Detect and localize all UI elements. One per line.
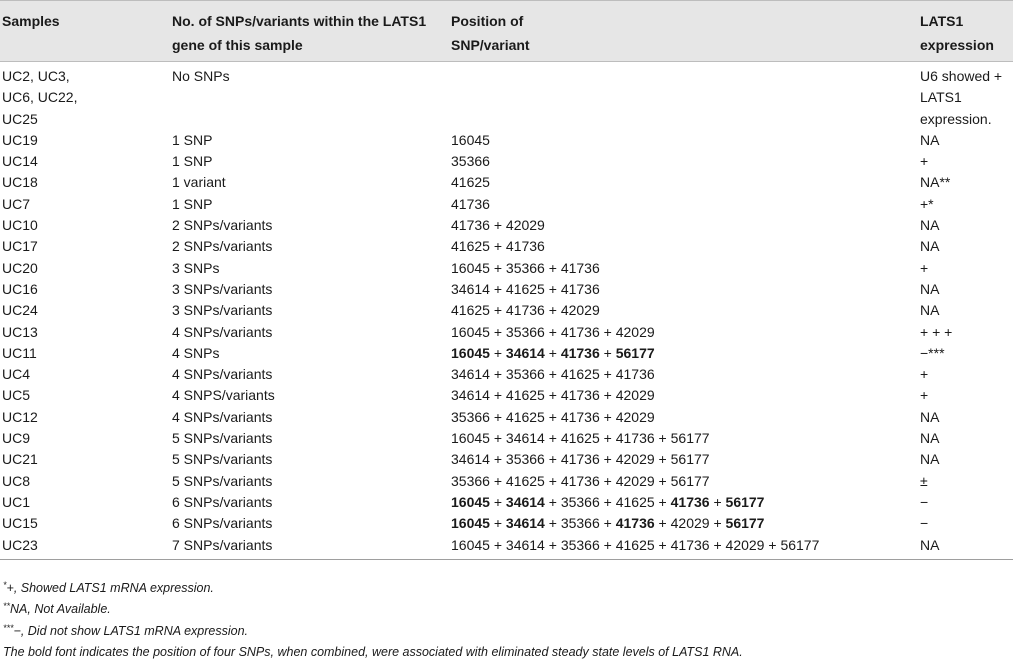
cell-samples: UC19 bbox=[2, 131, 38, 148]
cell-samples: UC10 bbox=[2, 217, 38, 234]
table-row bbox=[0, 428, 1013, 449]
position-value: 41736 bbox=[560, 408, 600, 425]
position-separator: + bbox=[544, 387, 561, 404]
footnote-mark: *** bbox=[3, 622, 14, 633]
position-value: 34614 bbox=[451, 451, 490, 468]
cell-expression: + + + bbox=[920, 323, 953, 340]
position-value: 56177 bbox=[670, 451, 710, 468]
cell-snp-count: 1 SNP bbox=[172, 153, 213, 170]
cell-expression: + bbox=[920, 259, 929, 276]
position-separator: + bbox=[489, 238, 506, 255]
cell-snp-count: 6 SNPs/variants bbox=[172, 515, 273, 532]
cell-samples: UC20 bbox=[2, 259, 38, 276]
footnote bbox=[3, 599, 1003, 620]
cell-position bbox=[447, 535, 916, 560]
position-value: 34614 bbox=[451, 366, 490, 383]
position-value: 41625 bbox=[615, 493, 655, 510]
header-samples: Samples bbox=[0, 1, 168, 62]
position-value: 41736 bbox=[505, 302, 545, 319]
footnote bbox=[3, 621, 1003, 642]
footnote-text: −, Did not show LATS1 mRNA expression. bbox=[13, 623, 248, 638]
position-separator: + bbox=[544, 280, 561, 297]
cell-position bbox=[447, 492, 916, 513]
position-separator: + bbox=[489, 430, 506, 447]
position-value: 56177 bbox=[725, 493, 765, 510]
table-row bbox=[0, 449, 1013, 470]
cell-position bbox=[447, 407, 916, 428]
position-separator: + bbox=[544, 366, 561, 383]
position-separator: + bbox=[544, 536, 561, 553]
position-value: 41736 bbox=[560, 280, 600, 297]
cell-snp-count: 2 SNPs/variants bbox=[172, 238, 273, 255]
position-value: 35366 bbox=[505, 323, 545, 340]
position-separator: + bbox=[544, 515, 561, 532]
cell-samples: UC2, UC3, UC6, UC22, UC25 bbox=[2, 68, 78, 127]
position-separator: + bbox=[489, 387, 506, 404]
position-value: 35366 bbox=[505, 366, 545, 383]
position-separator: + bbox=[489, 451, 506, 468]
position-value: 41736 bbox=[451, 217, 490, 234]
table-row bbox=[0, 258, 1013, 279]
position-value: 16045 bbox=[451, 344, 490, 361]
position-separator: + bbox=[489, 515, 506, 532]
header-expression: LATS1 expression bbox=[916, 1, 1013, 62]
position-separator: + bbox=[489, 472, 506, 489]
table-row bbox=[0, 62, 1013, 130]
position-value: 41625 bbox=[451, 302, 490, 319]
position-value: 16045 bbox=[451, 323, 490, 340]
cell-samples: UC7 bbox=[2, 195, 31, 212]
position-value: 35366 bbox=[505, 259, 545, 276]
table-row bbox=[0, 322, 1013, 343]
table-row bbox=[0, 151, 1013, 172]
footnote-text: +, Showed LATS1 mRNA expression. bbox=[6, 581, 214, 595]
cell-snp-count: 2 SNPs/variants bbox=[172, 217, 273, 234]
position-value: 41736 bbox=[670, 493, 710, 510]
position-value: 41736 bbox=[560, 344, 600, 361]
position-value: 42029 bbox=[560, 302, 600, 319]
position-separator: + bbox=[489, 493, 506, 510]
cell-position bbox=[447, 471, 916, 492]
position-value: 16045 bbox=[451, 430, 490, 447]
cell-samples: UC9 bbox=[2, 430, 31, 447]
position-separator: + bbox=[489, 280, 506, 297]
cell-expression: NA** bbox=[920, 174, 951, 191]
cell-position bbox=[447, 322, 916, 343]
table-row bbox=[0, 130, 1013, 151]
cell-expression: NA bbox=[920, 430, 940, 447]
cell-position bbox=[447, 385, 916, 406]
cell-snp-count: 4 SNPs/variants bbox=[172, 323, 273, 340]
cell-snp-count: 5 SNPs/variants bbox=[172, 472, 273, 489]
position-value: 41625 bbox=[560, 430, 600, 447]
cell-snp-count: 1 SNP bbox=[172, 195, 213, 212]
cell-samples: UC5 bbox=[2, 387, 31, 404]
position-value: 35366 bbox=[560, 493, 600, 510]
position-value: 56177 bbox=[670, 430, 710, 447]
cell-expression: +* bbox=[920, 195, 934, 212]
position-value: 16045 bbox=[451, 493, 490, 510]
cell-snp-count: 5 SNPs/variants bbox=[172, 430, 273, 447]
position-separator: + bbox=[544, 451, 561, 468]
position-value: 35366 bbox=[451, 472, 490, 489]
position-value: 41736 bbox=[560, 259, 600, 276]
cell-position bbox=[447, 364, 916, 385]
table-row bbox=[0, 215, 1013, 236]
position-value: 41736 bbox=[615, 366, 655, 383]
cell-samples: UC23 bbox=[0, 535, 168, 560]
position-value: 42029 bbox=[505, 217, 545, 234]
position-separator: + bbox=[654, 493, 671, 510]
cell-expression: NA bbox=[920, 217, 940, 234]
position-value: 41625 bbox=[505, 408, 545, 425]
position-value: 56177 bbox=[780, 536, 820, 553]
cell-snp-count: 1 variant bbox=[172, 174, 226, 191]
position-value: 42029 bbox=[615, 472, 655, 489]
cell-samples: UC13 bbox=[2, 323, 38, 340]
position-value: 56177 bbox=[615, 344, 655, 361]
position-value: 35366 bbox=[560, 536, 600, 553]
position-value: 34614 bbox=[505, 493, 545, 510]
cell-samples: UC4 bbox=[2, 366, 31, 383]
footnote-mark: * bbox=[3, 580, 7, 590]
position-value: 35366 bbox=[560, 515, 600, 532]
position-separator: + bbox=[764, 536, 781, 553]
cell-expression: + bbox=[920, 366, 929, 383]
position-value: 41736 bbox=[505, 238, 545, 255]
position-separator: + bbox=[544, 430, 561, 447]
table-row bbox=[0, 471, 1013, 492]
header-snp-count: No. of SNPs/variants within the LATS1 gene of this sample bbox=[168, 1, 447, 62]
position-separator: + bbox=[599, 472, 616, 489]
position-separator: + bbox=[599, 493, 616, 510]
position-separator: + bbox=[599, 430, 616, 447]
table-row bbox=[0, 279, 1013, 300]
position-separator: + bbox=[544, 408, 561, 425]
table-row bbox=[0, 194, 1013, 215]
position-separator: + bbox=[599, 387, 616, 404]
position-separator: + bbox=[489, 259, 506, 276]
position-value: 35366 bbox=[451, 408, 490, 425]
cell-position bbox=[447, 172, 916, 193]
table-row bbox=[0, 535, 1013, 560]
cell-position bbox=[447, 62, 916, 130]
position-value: 56177 bbox=[725, 515, 765, 532]
position-separator: + bbox=[544, 493, 561, 510]
cell-position bbox=[447, 258, 916, 279]
cell-position bbox=[447, 130, 916, 151]
footnote bbox=[3, 578, 1003, 599]
position-value: 34614 bbox=[505, 515, 545, 532]
cell-samples: UC21 bbox=[2, 451, 38, 468]
position-value: 34614 bbox=[451, 280, 490, 297]
position-separator: + bbox=[654, 515, 671, 532]
cell-snp-count: 4 SNPs bbox=[172, 344, 220, 361]
cell-snp-count: 5 SNPs/variants bbox=[172, 451, 273, 468]
position-value: 41625 bbox=[451, 174, 490, 191]
position-value: 35366 bbox=[451, 153, 490, 170]
position-value: 16045 bbox=[451, 536, 490, 553]
cell-snp-count: 3 SNPs bbox=[172, 259, 220, 276]
position-value: 42029 bbox=[725, 536, 765, 553]
cell-position bbox=[447, 449, 916, 470]
cell-expression: − bbox=[920, 515, 929, 532]
position-separator: + bbox=[709, 536, 726, 553]
position-value: 34614 bbox=[505, 344, 545, 361]
cell-snp-count: 4 SNPS/variants bbox=[172, 387, 275, 404]
cell-expression: NA bbox=[916, 535, 1013, 560]
cell-expression: NA bbox=[920, 451, 940, 468]
table-footnotes bbox=[3, 578, 1003, 663]
cell-samples: UC14 bbox=[2, 153, 38, 170]
cell-expression: −*** bbox=[920, 344, 945, 361]
position-separator: + bbox=[599, 408, 616, 425]
cell-samples: UC12 bbox=[2, 408, 38, 425]
position-value: 34614 bbox=[451, 387, 490, 404]
cell-samples: UC24 bbox=[2, 302, 38, 319]
cell-expression: NA bbox=[920, 280, 940, 297]
cell-position bbox=[447, 236, 916, 257]
cell-snp-count: No SNPs bbox=[172, 68, 230, 84]
position-value: 41736 bbox=[615, 515, 655, 532]
position-separator: + bbox=[654, 430, 671, 447]
position-value: 16045 bbox=[451, 131, 490, 148]
cell-expression: NA bbox=[920, 408, 940, 425]
position-value: 35366 bbox=[505, 451, 545, 468]
position-separator: + bbox=[489, 217, 506, 234]
table-header-row bbox=[0, 1, 1013, 62]
position-separator: + bbox=[489, 408, 506, 425]
position-value: 41736 bbox=[560, 387, 600, 404]
position-value: 41625 bbox=[560, 366, 600, 383]
position-separator: + bbox=[544, 259, 561, 276]
cell-expression: − bbox=[920, 493, 929, 510]
position-value: 41625 bbox=[505, 472, 545, 489]
position-separator: + bbox=[489, 302, 506, 319]
position-separator: + bbox=[544, 472, 561, 489]
position-separator: + bbox=[654, 472, 671, 489]
footnote-text: The bold font indicates the position of four SNPs, when combined, were associated with eliminated steady state levels of LATS1 RNA. bbox=[3, 644, 743, 659]
table-row bbox=[0, 343, 1013, 364]
position-value: 41736 bbox=[560, 472, 600, 489]
cell-expression: ± bbox=[920, 472, 928, 489]
cell-position bbox=[447, 300, 916, 321]
position-value: 42029 bbox=[670, 515, 710, 532]
table-row bbox=[0, 300, 1013, 321]
cell-position bbox=[447, 151, 916, 172]
position-separator: + bbox=[489, 536, 506, 553]
cell-expression: + bbox=[920, 387, 929, 404]
position-value: 41625 bbox=[451, 238, 490, 255]
position-value: 16045 bbox=[451, 259, 490, 276]
position-separator: + bbox=[709, 493, 726, 510]
cell-position bbox=[447, 215, 916, 236]
table-row bbox=[0, 385, 1013, 406]
position-separator: + bbox=[709, 515, 726, 532]
position-separator: + bbox=[544, 323, 561, 340]
cell-expression: U6 showed + LATS1 expression. bbox=[920, 68, 1003, 127]
position-separator: + bbox=[599, 451, 616, 468]
position-value: 41736 bbox=[615, 430, 655, 447]
table-body bbox=[0, 62, 1013, 560]
position-value: 42029 bbox=[615, 323, 655, 340]
footnote bbox=[3, 642, 1003, 663]
cell-snp-count: 6 SNPs/variants bbox=[172, 493, 273, 510]
cell-samples: UC16 bbox=[2, 280, 38, 297]
cell-snp-count: 7 SNPs/variants bbox=[168, 535, 447, 560]
position-separator: + bbox=[489, 323, 506, 340]
cell-expression: NA bbox=[920, 131, 940, 148]
cell-position bbox=[447, 343, 916, 364]
position-value: 42029 bbox=[615, 451, 655, 468]
position-separator: + bbox=[544, 344, 561, 361]
cell-snp-count: 4 SNPs/variants bbox=[172, 408, 273, 425]
cell-expression: + bbox=[920, 153, 929, 170]
cell-samples: UC8 bbox=[2, 472, 31, 489]
position-value: 41625 bbox=[505, 280, 545, 297]
cell-snp-count: 4 SNPs/variants bbox=[172, 366, 273, 383]
position-separator: + bbox=[599, 515, 616, 532]
position-value: 16045 bbox=[451, 515, 490, 532]
position-value: 41625 bbox=[505, 387, 545, 404]
position-value: 41736 bbox=[451, 195, 490, 212]
cell-samples: UC1 bbox=[2, 493, 31, 510]
position-separator: + bbox=[489, 344, 506, 361]
footnote-text: NA, Not Available. bbox=[10, 602, 111, 617]
cell-expression: NA bbox=[920, 302, 940, 319]
table-row bbox=[0, 492, 1013, 513]
cell-snp-count: 3 SNPs/variants bbox=[172, 302, 273, 319]
position-separator: + bbox=[544, 302, 561, 319]
position-separator: + bbox=[599, 536, 616, 553]
position-value: 34614 bbox=[505, 536, 545, 553]
position-value: 41736 bbox=[560, 451, 600, 468]
footnote-mark: ** bbox=[3, 601, 11, 612]
position-value: 41736 bbox=[670, 536, 710, 553]
position-separator: + bbox=[654, 451, 671, 468]
position-value: 41625 bbox=[615, 536, 655, 553]
cell-position bbox=[447, 428, 916, 449]
position-value: 41736 bbox=[560, 323, 600, 340]
cell-position bbox=[447, 194, 916, 215]
cell-samples: UC18 bbox=[2, 174, 38, 191]
table-row bbox=[0, 513, 1013, 534]
table-row bbox=[0, 172, 1013, 193]
position-value: 34614 bbox=[505, 430, 545, 447]
position-value: 42029 bbox=[615, 408, 655, 425]
position-separator: + bbox=[599, 344, 616, 361]
cell-expression: NA bbox=[920, 238, 940, 255]
header-position: Position of SNP/variant bbox=[447, 1, 916, 62]
table-row bbox=[0, 407, 1013, 428]
position-separator: + bbox=[599, 323, 616, 340]
cell-samples: UC17 bbox=[2, 238, 38, 255]
cell-samples: UC11 bbox=[2, 344, 37, 361]
position-separator: + bbox=[489, 366, 506, 383]
cell-samples: UC15 bbox=[2, 515, 38, 532]
table-row bbox=[0, 236, 1013, 257]
cell-position bbox=[447, 513, 916, 534]
position-value: 56177 bbox=[670, 472, 710, 489]
position-value: 42029 bbox=[615, 387, 655, 404]
cell-snp-count: 3 SNPs/variants bbox=[172, 280, 273, 297]
table-row bbox=[0, 364, 1013, 385]
position-separator: + bbox=[599, 366, 616, 383]
cell-position bbox=[447, 279, 916, 300]
cell-snp-count: 1 SNP bbox=[172, 131, 213, 148]
position-separator: + bbox=[654, 536, 671, 553]
